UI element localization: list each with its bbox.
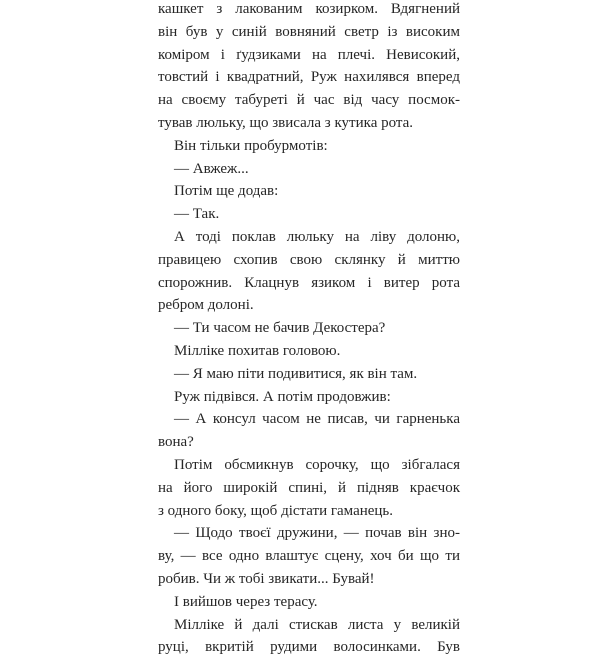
text-line: Мілліке похитав головою. [174,342,341,359]
text-line: вона? [158,434,194,451]
text-line: Потім ще додав: [174,183,279,200]
text-line: ребром долоні. [158,297,254,314]
body-text [158,0,460,659]
text-line: Потім обсмикнув сорочку, що зібгалася [174,456,460,473]
text-line: він був у синій вовняний светр із високим [158,23,460,40]
text-line: Він тільки пробурмотів: [174,137,328,154]
text-line: — Щодо твоєї дружини, — почав він зно- [174,525,460,542]
text-line: робив. Чи ж тобі звикати... Бувай! [158,570,375,587]
text-line: з одного боку, щоб дістати гаманець. [158,502,394,519]
text-line: на своєму табуреті й час від часу посмок- [158,92,460,109]
text-line: кашкет з лакованим козирком. Вдягнений [158,1,460,17]
text-line: — Так. [174,206,220,223]
text-line: А тоді поклав люльку на ліву долоню, [174,228,460,245]
text-line: спорожнив. Клацнув язиком і витер рота [158,274,460,291]
text-line: на його широкій спині, й підняв краєчок [158,479,460,496]
text-line: товстий і квадратний, Руж нахилявся вперед [158,69,460,86]
text-line: правицею схопив свою склянку й миттю [158,251,460,268]
text-line: ву, — все одно влаштує сцену, хоч би що ти [158,548,460,565]
text-line: Мілліке й далі стискав листа у великій [174,616,460,633]
text-line: — Ти часом не бачив Декостера? [174,320,386,337]
text-line: руці, вкритій рудими волосинками. Був [158,639,460,656]
text-line: — А консул часом не писав, чи гарненька [174,411,460,428]
text-line: тував люльку, що звисала з кутика рота. [158,114,414,131]
text-line: коміром і ґудзиками на плечі. Невисокий, [158,46,460,63]
text-line: — Авжеж... [174,160,249,177]
text-line: — Я маю піти подивитися, як він там. [174,365,418,382]
text-line: Руж підвівся. А потім продовжив: [174,388,391,405]
text-line: І вийшов через терасу. [174,593,318,610]
